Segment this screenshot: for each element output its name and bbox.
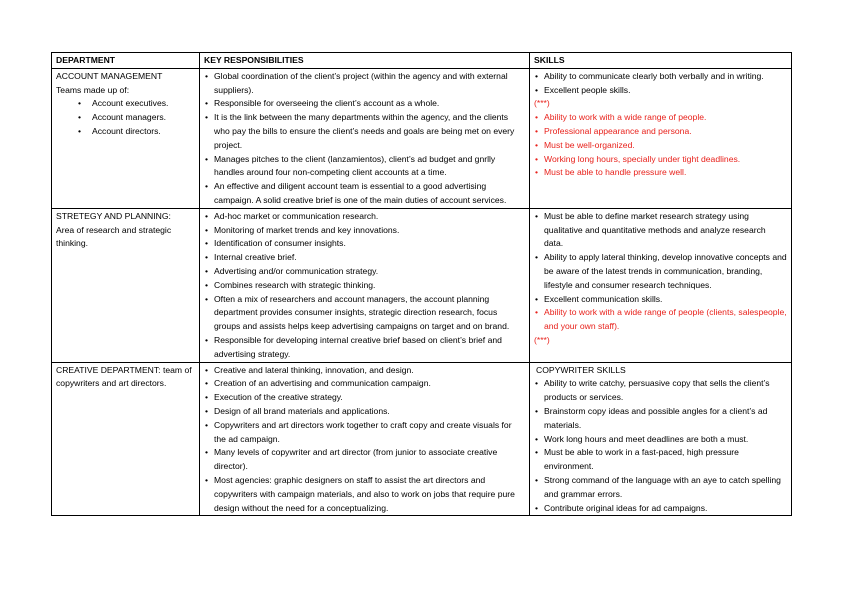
list-item: • An effective and diligent account team is essential to a good advertising campaign. A solid creative brief is one of the main duties of account services. bbox=[204, 180, 525, 208]
list-item: • Work long hours and meet deadlines are both a must. bbox=[534, 433, 787, 447]
priority-marker: (***) bbox=[534, 98, 550, 109]
list-item: • Contribute original ideas for ad campaigns. bbox=[534, 502, 787, 516]
header-department: DEPARTMENT bbox=[52, 53, 200, 69]
list-item: • Strong command of the language with an aye to catch spelling and grammar errors. bbox=[534, 474, 787, 502]
list-item: • Ability to write catchy, persuasive copy that sells the client’s products or services. bbox=[534, 377, 787, 405]
list-item: • Often a mix of researchers and account managers, the account planning department provides consumer insights, strategic direction research, focus groups and assists helps keep advertising campaigns on target and on brand. bbox=[204, 293, 525, 334]
list-item: • Internal creative brief. bbox=[204, 251, 525, 265]
list-item: • Ability to apply lateral thinking, develop innovative concepts and be aware of the latest trends in communication, branding, lifestyle and consumer research techniques. bbox=[534, 251, 787, 292]
dept-list bbox=[56, 97, 195, 138]
skills-list bbox=[534, 70, 787, 98]
list-item: • Must be able to handle pressure well. bbox=[534, 166, 787, 180]
list-item: • Brainstorm copy ideas and possible angles for a client’s ad materials. bbox=[534, 405, 787, 433]
list-item: • Creation of an advertising and communication campaign. bbox=[204, 377, 525, 391]
table-row-creative-department bbox=[52, 362, 792, 516]
list-item: • Ad-hoc market or communication research. bbox=[204, 210, 525, 224]
list-item: • Must be well-organized. bbox=[534, 139, 787, 153]
list-item: • Monitoring of market trends and key innovations. bbox=[204, 224, 525, 238]
list-item: • Many levels of copywriter and art director (from junior to associate creative director). bbox=[204, 446, 525, 474]
list-item: • Copywriters and art directors work together to craft copy and create visuals for the ad campaign. bbox=[204, 419, 525, 447]
responsibilities-cell bbox=[200, 208, 530, 362]
dept-title: CREATIVE DEPARTMENT: team of copywriters and art directors. bbox=[56, 364, 192, 389]
list-item: • Combines research with strategic thinking. bbox=[204, 279, 525, 293]
responsibilities-list bbox=[204, 70, 525, 208]
list-item: • Design of all brand materials and applications. bbox=[204, 405, 525, 419]
list-item: • It is the link between the many departments within the agency, and the clients who pay the bills to ensure the client’s needs and goals are being met on every project. bbox=[204, 111, 525, 152]
departments-table bbox=[51, 52, 792, 516]
skills-cell bbox=[530, 68, 792, 208]
list-item: • Responsible for developing internal creative brief based on client’s brief and advertising strategy. bbox=[204, 334, 525, 362]
dept-cell bbox=[52, 68, 200, 208]
list-item: • Creative and lateral thinking, innovation, and design. bbox=[204, 364, 525, 378]
responsibilities-list bbox=[204, 210, 525, 362]
list-item: • Advertising and/or communication strategy. bbox=[204, 265, 525, 279]
list-item: • Responsible for overseeing the client’s account as a whole. bbox=[204, 97, 525, 111]
header-skills: SKILLS bbox=[530, 53, 792, 69]
list-item: • Account managers. bbox=[56, 111, 195, 125]
skills-cell bbox=[530, 362, 792, 516]
list-item: • Ability to communicate clearly both verbally and in writing. bbox=[534, 70, 787, 84]
list-item: • Working long hours, specially under tight deadlines. bbox=[534, 153, 787, 167]
header-row bbox=[52, 53, 792, 69]
list-item: • Ability to work with a wide range of people. bbox=[534, 111, 787, 125]
list-item: • Execution of the creative strategy. bbox=[204, 391, 525, 405]
dept-title: STRETEGY AND PLANNING: bbox=[56, 210, 171, 221]
list-item: • Account directors. bbox=[56, 125, 195, 139]
dept-cell bbox=[52, 362, 200, 516]
list-item: • Most agencies: graphic designers on staff to assist the art directors and copywriters with campaign materials, and also to work on jobs that require pure design without the need for a conceptualizing. bbox=[204, 474, 525, 515]
skills-list-highlighted bbox=[534, 111, 787, 180]
list-item: • Account executives. bbox=[56, 97, 195, 111]
table-row-account-management bbox=[52, 68, 792, 208]
skills-list bbox=[534, 377, 787, 515]
skills-list bbox=[534, 210, 787, 334]
list-item: • Excellent people skills. bbox=[534, 84, 787, 98]
header-responsibilities: KEY RESPONSIBILITIES bbox=[200, 53, 530, 69]
skills-heading: COPYWRITER SKILLS bbox=[536, 364, 626, 375]
table-row-strategy-planning bbox=[52, 208, 792, 362]
responsibilities-cell bbox=[200, 362, 530, 516]
list-item: • Identification of consumer insights. bbox=[204, 237, 525, 251]
dept-title: ACCOUNT MANAGEMENT bbox=[56, 70, 163, 81]
list-item: • Ability to work with a wide range of people (clients, salespeople, and your own staff). bbox=[534, 306, 787, 334]
list-item: • Excellent communication skills. bbox=[534, 293, 787, 307]
responsibilities-list bbox=[204, 364, 525, 516]
dept-cell bbox=[52, 208, 200, 362]
skills-cell bbox=[530, 208, 792, 362]
list-item: • Manages pitches to the client (lanzamientos), client’s ad budget and gnrlly handles around four non-competing client accounts at a time. bbox=[204, 153, 525, 181]
list-item: • Must be able to define market research strategy using qualitative and quantitative methods and analyze research data. bbox=[534, 210, 787, 251]
priority-marker: (***) bbox=[534, 334, 550, 345]
responsibilities-cell bbox=[200, 68, 530, 208]
dept-desc: Area of research and strategic thinking. bbox=[56, 224, 172, 249]
dept-desc: Teams made up of: bbox=[56, 84, 130, 95]
list-item: • Professional appearance and persona. bbox=[534, 125, 787, 139]
list-item: • Must be able to work in a fast-paced, high pressure environment. bbox=[534, 446, 787, 474]
list-item: • Global coordination of the client’s project (within the agency and with external suppliers). bbox=[204, 70, 525, 98]
